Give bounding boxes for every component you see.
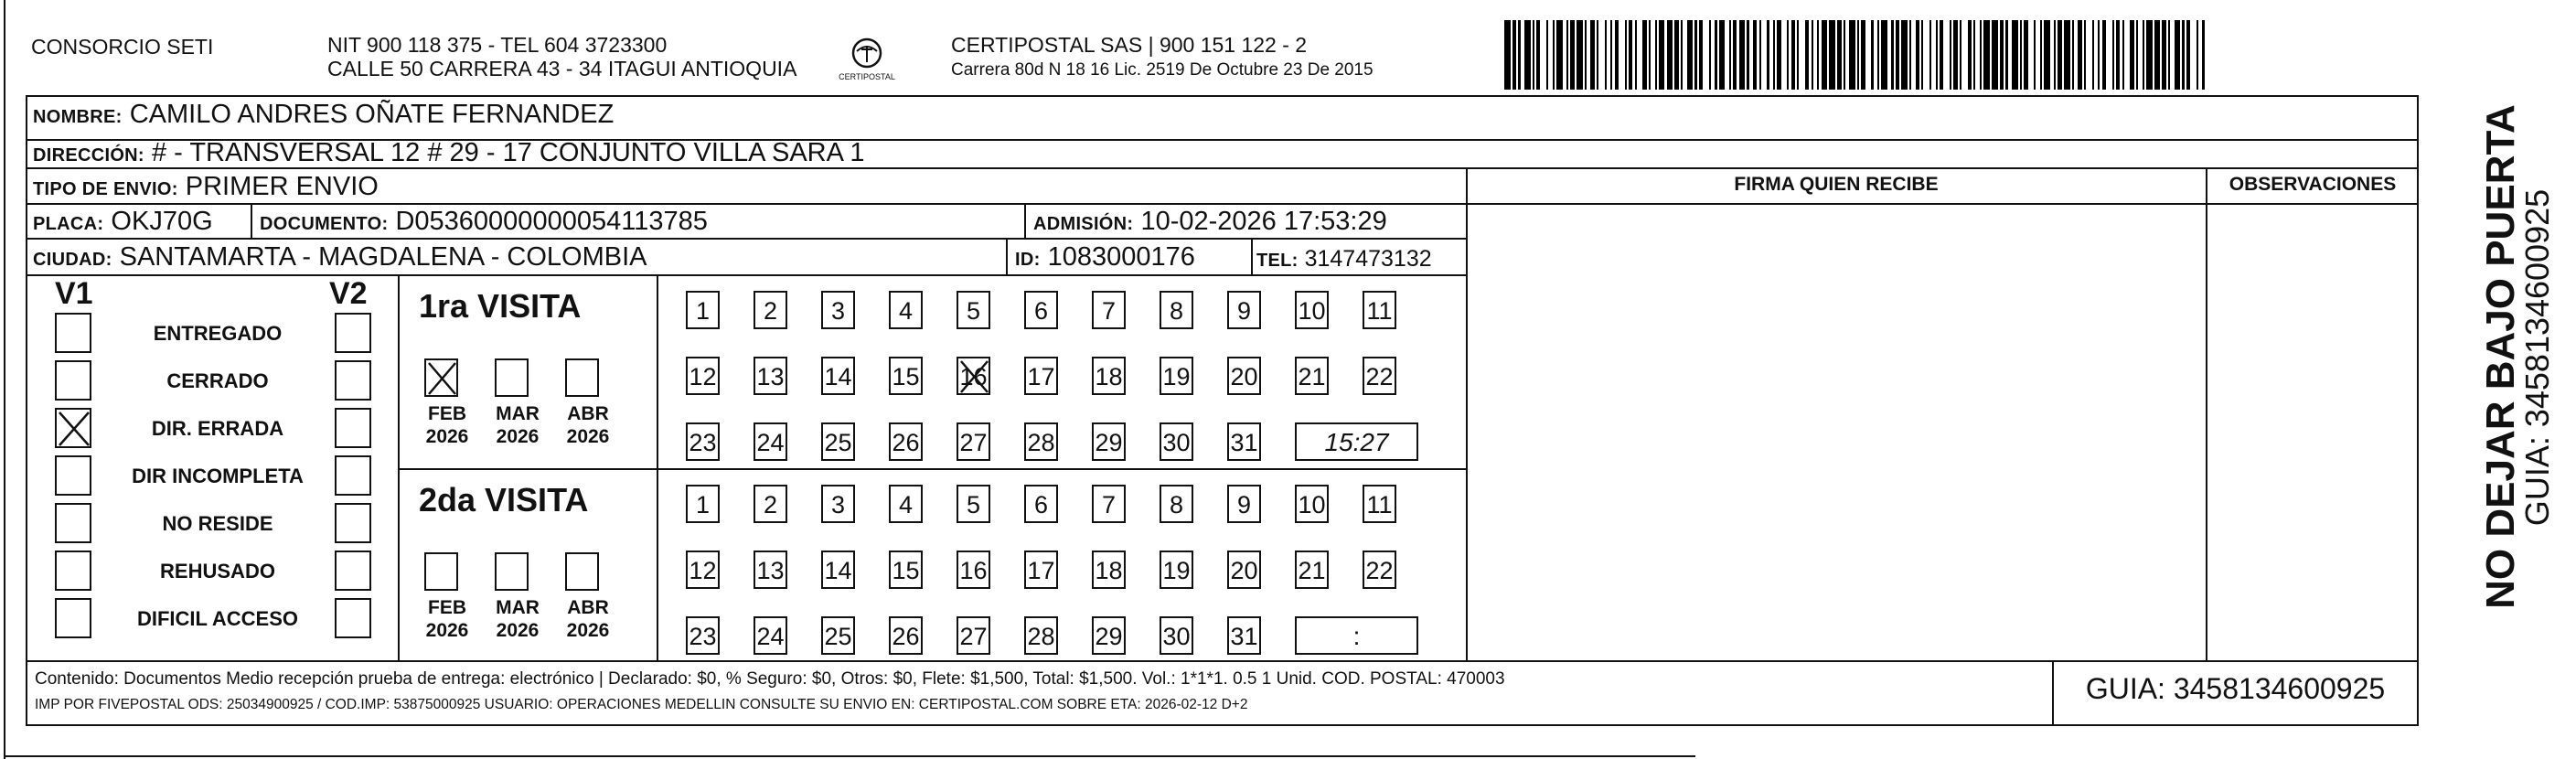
barcode-gap	[1598, 20, 1605, 90]
v1-checkbox[interactable]	[55, 551, 91, 591]
v2-checkbox[interactable]	[335, 313, 371, 353]
barcode-bar	[2012, 20, 2018, 90]
month-name: FEB	[428, 403, 466, 424]
placa-row	[33, 206, 213, 240]
logo-text: CERTIPOSTAL	[839, 72, 895, 81]
id-row	[1015, 241, 1195, 275]
id-value: 1083000176	[1047, 242, 1195, 272]
barcode-bar	[1687, 20, 1694, 90]
day-box[interactable]: 27	[957, 422, 990, 461]
day-box[interactable]: 11	[1363, 485, 1396, 523]
day-box[interactable]: 31	[1227, 422, 1261, 461]
day-box[interactable]: 23	[686, 422, 720, 461]
day-box[interactable]: 29	[1092, 616, 1126, 655]
barcode-gap	[1923, 20, 1929, 90]
month-year: 2026	[496, 426, 540, 447]
day-box[interactable]: 5	[957, 291, 990, 329]
status-label: CERRADO	[166, 369, 269, 392]
barcode-gap	[2205, 20, 2207, 90]
barcode-gap	[1761, 20, 1768, 90]
day-box[interactable]: 3	[821, 291, 855, 329]
barcode-gap	[2086, 20, 2092, 90]
day-box[interactable]: 12	[686, 357, 720, 395]
day-box[interactable]: 10	[1295, 291, 1329, 329]
nombre-value: CAMILO ANDRES OÑATE FERNANDEZ	[129, 100, 615, 129]
day-box[interactable]: 26	[889, 616, 923, 655]
barcode-bar	[1983, 20, 1990, 90]
day-box[interactable]: 10	[1295, 485, 1329, 523]
direccion-label: DIRECCIÓN:	[33, 145, 144, 166]
barcode-gap	[2124, 20, 2131, 90]
day-box[interactable]: 9	[1227, 485, 1261, 523]
v1-checkbox[interactable]	[55, 503, 91, 543]
day-box-marked[interactable]: 16	[957, 357, 990, 395]
day-box[interactable]: 30	[1160, 422, 1193, 461]
day-box[interactable]: 22	[1363, 551, 1396, 589]
barcode-bar	[2146, 20, 2153, 90]
month-name: ABR	[567, 597, 609, 618]
barcode-bar	[2064, 20, 2070, 90]
month-name: MAR	[496, 597, 540, 618]
day-box[interactable]: 5	[957, 485, 990, 523]
barcode-bar	[1667, 20, 1673, 90]
barcode-bar	[1556, 20, 1563, 90]
day-box[interactable]: 17	[1024, 551, 1058, 589]
v1-checkbox[interactable]	[55, 598, 91, 638]
day-box[interactable]: 4	[889, 291, 923, 329]
footer-contenido: Contenido: Documentos Medio recepción prueba de entrega: electrónico | Declarado: $0, % Seguro: $0, Otros: $0, Flete: $1,500, Total: $1,500. Vol.: 1*1*1. 0.5 1 Unid. COD. POSTAL: 470003	[35, 669, 1505, 689]
nombre-row	[33, 99, 614, 133]
barcode	[1504, 20, 2208, 90]
status-label: NO RESIDE	[162, 512, 273, 535]
day-box[interactable]: 28	[1024, 422, 1058, 461]
firma-header: FIRMA QUIEN RECIBE	[1734, 174, 1939, 195]
status-label: REHUSADO	[160, 560, 275, 583]
month-year: 2026	[566, 426, 610, 447]
day-box[interactable]: 22	[1363, 357, 1396, 395]
v2-checkbox[interactable]	[335, 598, 371, 638]
side-guia: GUIA: 3458134600925	[2518, 188, 2556, 527]
month-year: 2026	[425, 426, 469, 447]
day-box[interactable]: 19	[1160, 551, 1193, 589]
day-box[interactable]: 31	[1227, 616, 1261, 655]
barcode-bar	[1881, 20, 1887, 90]
v2-checkbox[interactable]	[335, 551, 371, 591]
ciudad-label: CIUDAD:	[33, 250, 112, 270]
day-box[interactable]: 24	[754, 616, 787, 655]
day-box[interactable]: 28	[1024, 616, 1058, 655]
barcode-bar	[1829, 20, 1835, 90]
barcode-bar	[1901, 20, 1908, 90]
company-name: CONSORCIO SETI	[31, 35, 214, 59]
month-year: 2026	[566, 620, 610, 641]
day-box[interactable]: 15	[889, 551, 923, 589]
v2-checkbox[interactable]	[335, 408, 371, 448]
barcode-bar	[2175, 20, 2181, 90]
v2-checkbox[interactable]	[335, 360, 371, 401]
day-box[interactable]: 25	[821, 616, 855, 655]
time-box[interactable]: :	[1295, 616, 1418, 655]
day-box[interactable]: 11	[1363, 291, 1396, 329]
barcode-gap	[1799, 20, 1805, 90]
admision-label: ADMISIÓN:	[1033, 214, 1134, 234]
month-name: ABR	[567, 403, 609, 424]
day-box[interactable]: 14	[821, 357, 855, 395]
tipo-label: TIPO DE ENVIO:	[33, 179, 178, 199]
barcode-gap	[2028, 20, 2035, 90]
visit-title: 2da VISITA	[419, 481, 589, 518]
v2-checkbox[interactable]	[335, 503, 371, 543]
day-box[interactable]: 20	[1227, 551, 1261, 589]
footer-imp-line: IMP POR FIVEPOSTAL ODS: 25034900925 / COD.IMP: 53875000925 USUARIO: OPERACIONES MEDELLIN CONSULTE SU ENVIO EN: CERTIPOSTAL.COM SOBRE ETA: 2026-02-12 D+2	[35, 697, 1248, 712]
barcode-bar	[1992, 20, 1998, 90]
month-checkbox-marked[interactable]	[424, 358, 458, 397]
tel-label: TEL:	[1256, 251, 1299, 271]
month-checkbox[interactable]	[424, 552, 458, 591]
month-checkbox[interactable]	[565, 552, 599, 591]
barcode-gap	[1943, 20, 1950, 90]
day-box[interactable]: 8	[1160, 291, 1193, 329]
barcode-gap	[1865, 20, 1872, 90]
barcode-gap	[1961, 20, 1968, 90]
admision-value: 10-02-2026 17:53:29	[1140, 207, 1387, 236]
barcode-gap	[2106, 20, 2112, 90]
day-box[interactable]: 15	[889, 357, 923, 395]
address-line: CALLE 50 CARRERA 43 - 34 ITAGUI ANTIOQUIA	[327, 57, 797, 80]
day-box[interactable]: 1	[686, 485, 720, 523]
day-box[interactable]: 27	[957, 616, 990, 655]
status-label: DIR. ERRADA	[151, 417, 284, 440]
status-label: DIFICIL ACCESO	[136, 607, 298, 630]
nit-line: NIT 900 118 375 - TEL 604 3723300	[327, 33, 668, 57]
day-box[interactable]: 14	[821, 551, 855, 589]
barcode-bar	[1719, 20, 1726, 90]
direccion-value: # - TRANSVERSAL 12 # 29 - 17 CONJUNTO VILLA SARA 1	[151, 138, 865, 167]
barcode-bar	[1659, 20, 1665, 90]
placa-value: OKJ70G	[111, 207, 213, 236]
visit-title: 1ra VISITA	[419, 287, 582, 325]
side-panel	[2432, 104, 2556, 640]
nombre-label: NOMBRE:	[33, 107, 123, 127]
day-box[interactable]: 20	[1227, 357, 1261, 395]
barcode-gap	[1703, 20, 1709, 90]
day-box[interactable]: 4	[889, 485, 923, 523]
time-box[interactable]: 15:27	[1295, 422, 1418, 461]
day-box[interactable]: 21	[1295, 357, 1329, 395]
barcode-bar	[2154, 20, 2161, 90]
v1-checkbox-marked[interactable]	[55, 408, 91, 448]
barcode-gap	[2190, 20, 2197, 90]
barcode-bar	[1524, 20, 1531, 90]
day-box[interactable]: 7	[1092, 485, 1126, 523]
day-box[interactable]: 2	[754, 485, 787, 523]
day-box[interactable]: 8	[1160, 485, 1193, 523]
month-label	[415, 596, 479, 642]
barcode-gap	[1619, 20, 1625, 90]
month-year: 2026	[496, 620, 540, 641]
month-label	[486, 402, 550, 448]
day-box[interactable]: 1	[686, 291, 720, 329]
day-box[interactable]: 12	[686, 551, 720, 589]
certipostal-logo-icon	[835, 33, 899, 84]
day-box[interactable]: 18	[1092, 357, 1126, 395]
day-box[interactable]: 25	[821, 422, 855, 461]
id-label: ID:	[1015, 250, 1041, 270]
v2-checkbox[interactable]	[335, 455, 371, 496]
day-box[interactable]: 13	[754, 357, 787, 395]
day-box[interactable]: 21	[1295, 551, 1329, 589]
month-checkbox[interactable]	[495, 552, 529, 591]
month-label	[415, 402, 479, 448]
observaciones-header: OBSERVACIONES	[2229, 174, 2397, 195]
barcode-bar	[1849, 20, 1855, 90]
day-box[interactable]: 19	[1160, 357, 1193, 395]
day-box[interactable]: 6	[1024, 291, 1058, 329]
day-box[interactable]: 23	[686, 616, 720, 655]
documento-row	[260, 206, 708, 240]
barcode-gap	[1637, 20, 1643, 90]
day-box[interactable]: 2	[754, 291, 787, 329]
status-label: ENTREGADO	[153, 322, 283, 345]
barcode-bar	[1504, 20, 1511, 90]
month-label	[486, 596, 550, 642]
day-box[interactable]: 9	[1227, 291, 1261, 329]
day-box[interactable]: 24	[754, 422, 787, 461]
month-year: 2026	[425, 620, 469, 641]
day-box[interactable]: 30	[1160, 616, 1193, 655]
documento-label: DOCUMENTO:	[260, 214, 389, 234]
barcode-bar	[1577, 20, 1583, 90]
status-label: DIR INCOMPLETA	[132, 465, 304, 487]
direccion-row	[33, 137, 865, 171]
side-warning: NO DEJAR BAJO PUERTA	[2478, 104, 2523, 609]
admision-row	[1033, 206, 1387, 240]
month-name: MAR	[496, 403, 540, 424]
month-checkbox[interactable]	[495, 358, 529, 397]
day-box[interactable]: 18	[1092, 551, 1126, 589]
tipo-row	[33, 171, 379, 205]
v1-checkbox[interactable]	[55, 313, 91, 353]
day-box[interactable]: 3	[821, 485, 855, 523]
day-box[interactable]: 26	[889, 422, 923, 461]
ciudad-value: SANTAMARTA - MAGDALENA - COLOMBIA	[119, 242, 647, 272]
tel-row	[1256, 243, 1432, 276]
month-label	[556, 402, 620, 448]
license-line: Carrera 80d N 18 16 Lic. 2519 De Octubre 23 De 2015	[951, 60, 1374, 80]
month-checkbox[interactable]	[565, 358, 599, 397]
day-box[interactable]: 16	[957, 551, 990, 589]
v1-checkbox[interactable]	[55, 455, 91, 496]
ciudad-row	[33, 241, 647, 275]
certipostal-line: CERTIPOSTAL SAS | 900 151 122 - 2	[951, 33, 1308, 57]
month-name: FEB	[428, 597, 466, 618]
v2-header: V2	[329, 276, 368, 311]
documento-value: D05360000000054113785	[395, 207, 708, 236]
barcode-bar	[1822, 20, 1828, 90]
month-label	[556, 596, 620, 642]
day-box[interactable]: 29	[1092, 422, 1126, 461]
barcode-bar	[1739, 20, 1746, 90]
tel-value: 3147473132	[1304, 246, 1432, 272]
day-box[interactable]: 6	[1024, 485, 1058, 523]
day-box[interactable]: 13	[754, 551, 787, 589]
day-box[interactable]: 17	[1024, 357, 1058, 395]
barcode-gap	[1781, 20, 1788, 90]
v1-checkbox[interactable]	[55, 360, 91, 401]
day-box[interactable]: 7	[1092, 291, 1126, 329]
placa-label: PLACA:	[33, 214, 104, 234]
tipo-value: PRIMER ENVIO	[185, 172, 379, 201]
barcode-bar	[2044, 20, 2050, 90]
v1-header: V1	[55, 276, 93, 311]
barcode-gap	[1540, 20, 1546, 90]
footer-guia: GUIA: 3458134600925	[2085, 672, 2386, 705]
